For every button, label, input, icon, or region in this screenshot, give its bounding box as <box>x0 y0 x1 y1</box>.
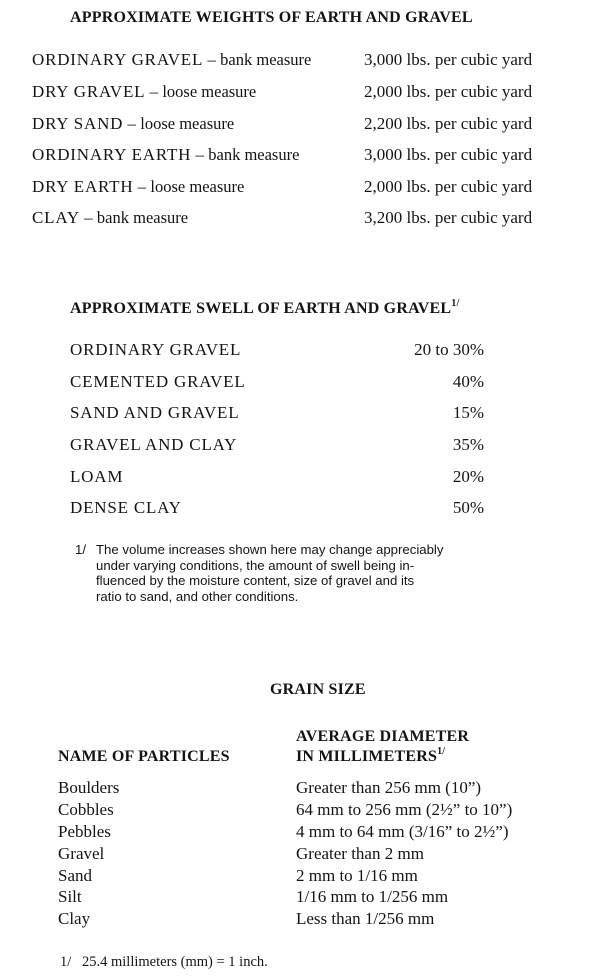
swell-title <box>70 300 459 318</box>
swell-footnote-line: under varying conditions, the amount of swell being in- <box>96 558 415 573</box>
grain-particle-name: Silt <box>58 887 82 906</box>
weights-material: DRY GRAVEL <box>32 82 146 101</box>
weights-dash: – <box>84 208 93 227</box>
weights-row <box>32 145 299 165</box>
grain-particle-diameter: Greater than 2 mm <box>296 844 424 863</box>
weights-row <box>32 82 256 102</box>
swell-footnote-line: The volume increases shown here may change appreciably <box>96 542 444 557</box>
swell-value: 20 to 30% <box>414 340 484 359</box>
grain-footnote-marker: 1/ <box>60 954 72 970</box>
weights-value: 2,000 lbs. per cubic yard <box>364 82 533 101</box>
grain-particle-diameter: 64 mm to 256 mm (2½” to 10”) <box>296 800 513 819</box>
weights-value: 3,000 lbs. per cubic yard <box>364 50 533 69</box>
weights-value: 3,200 lbs. per cubic yard <box>364 208 533 227</box>
weights-title: APPROXIMATE WEIGHTS OF EARTH AND GRAVEL <box>70 9 473 26</box>
weights-material: CLAY <box>32 208 80 227</box>
weights-dash: – <box>207 50 216 69</box>
weights-dash: – <box>149 82 159 101</box>
weights-row <box>32 114 234 134</box>
grain-col1-header: NAME OF PARTICLES <box>58 748 230 765</box>
grain-particle-name: Gravel <box>58 844 105 863</box>
grain-footnote-text: 25.4 millimeters (mm) = 1 inch. <box>82 954 268 970</box>
swell-value: 35% <box>452 435 484 454</box>
weights-dash: – <box>195 145 204 164</box>
swell-material: SAND AND GRAVEL <box>70 403 240 422</box>
weights-material: ORDINARY EARTH <box>32 145 192 164</box>
weights-value: 2,000 lbs. per cubic yard <box>364 177 533 196</box>
swell-value: 40% <box>452 372 484 391</box>
weights-row <box>32 50 311 70</box>
swell-material: DENSE CLAY <box>70 498 182 517</box>
weights-measure: loose measure <box>150 177 245 196</box>
swell-footnote-line: ratio to sand, and other conditions. <box>96 589 299 604</box>
grain-particle-name: Boulders <box>58 778 120 797</box>
weights-measure: loose measure <box>162 82 257 101</box>
grain-col2-header-line2 <box>296 748 445 766</box>
swell-material: CEMENTED GRAVEL <box>70 372 246 391</box>
swell-footnote-marker: 1/ <box>75 542 86 557</box>
weights-dash: – <box>137 177 147 196</box>
grain-particle-diameter: 4 mm to 64 mm (3/16” to 2½”) <box>296 822 509 841</box>
weights-material: DRY EARTH <box>32 177 134 196</box>
weights-measure: loose measure <box>140 114 235 133</box>
weights-row <box>32 177 244 197</box>
grain-col2-header-line1: AVERAGE DIAMETER <box>296 728 470 745</box>
swell-material: ORDINARY GRAVEL <box>70 340 242 359</box>
grain-particle-diameter: 2 mm to 1/16 mm <box>296 866 418 885</box>
grain-particle-name: Pebbles <box>58 822 111 841</box>
weights-value: 3,000 lbs. per cubic yard <box>364 145 533 164</box>
weights-row <box>32 208 188 228</box>
swell-title-text: APPROXIMATE SWELL OF EARTH AND GRAVEL <box>70 300 452 317</box>
weights-material: DRY SAND <box>32 114 124 133</box>
grain-particle-diameter: Greater than 256 mm (10”) <box>296 778 482 797</box>
weights-material: ORDINARY GRAVEL <box>32 50 204 69</box>
grain-particle-name: Cobbles <box>58 800 114 819</box>
swell-material: GRAVEL AND CLAY <box>70 435 238 454</box>
swell-value: 50% <box>452 498 484 517</box>
swell-value: 15% <box>452 403 484 422</box>
grain-particle-name: Sand <box>58 866 92 885</box>
swell-material: LOAM <box>70 467 124 486</box>
grain-particle-name: Clay <box>58 909 91 928</box>
swell-title-footnote-ref: 1/ <box>451 298 460 309</box>
grain-particle-diameter: Less than 1/256 mm <box>296 909 435 928</box>
swell-value: 20% <box>452 467 484 486</box>
grain-title: GRAIN SIZE <box>270 681 366 698</box>
swell-footnote-line: fluenced by the moisture content, size of gravel and its <box>96 573 415 588</box>
weights-measure: bank measure <box>96 208 189 227</box>
grain-col2-footnote-ref: 1/ <box>437 746 446 757</box>
weights-value: 2,200 lbs. per cubic yard <box>364 114 533 133</box>
weights-measure: bank measure <box>220 50 312 69</box>
grain-col2-header-text: IN MILLIMETERS <box>296 748 438 765</box>
grain-particle-diameter: 1/16 mm to 1/256 mm <box>296 887 449 906</box>
weights-dash: – <box>127 114 137 133</box>
weights-measure: bank measure <box>208 145 300 164</box>
